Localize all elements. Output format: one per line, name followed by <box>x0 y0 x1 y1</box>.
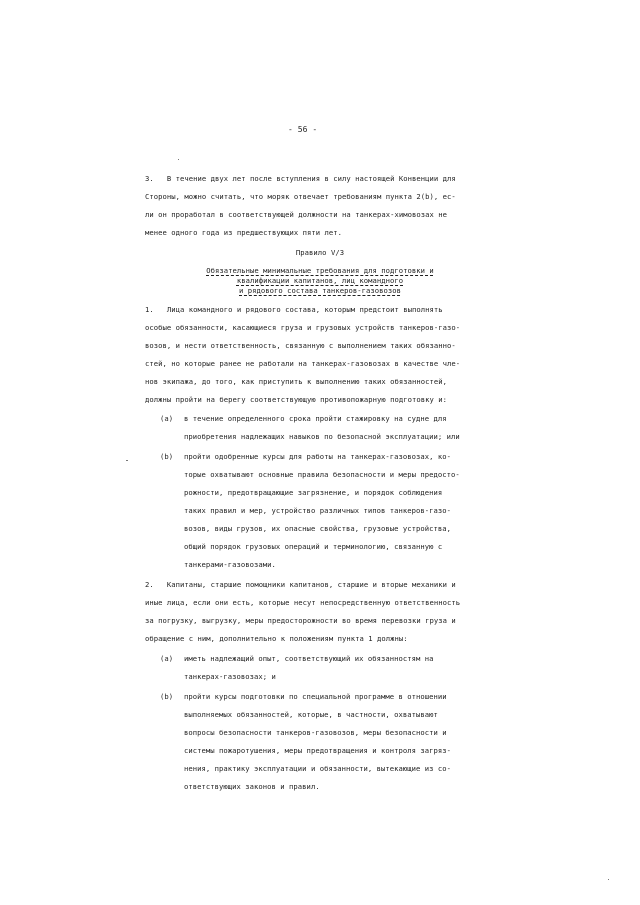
item-line: торые охватывают основные правила безопасности и меры предосто- <box>184 470 460 479</box>
item-marker: (b) <box>160 692 174 701</box>
heading-line: квалификации капитанов, лиц командного <box>236 276 404 285</box>
item-line: возов, виды грузов, их опасные свойства, грузовые устройства, <box>184 524 452 533</box>
paragraph-line: должны пройти на берегу соответствующую противопожарную подготовку и: <box>145 395 448 404</box>
paragraph-line: 2. Капитаны, старшие помощники капитанов, старшие и вторые механики и <box>145 580 456 589</box>
paragraph-line: за погрузку, выгрузку, меры предосторожности во время перевозки груза и <box>145 616 456 625</box>
paragraph-line: менее одного года из предшествующих пяти лет. <box>145 228 342 237</box>
item-marker: (a) <box>160 414 174 423</box>
scan-speck <box>608 879 609 880</box>
scan-speck <box>178 159 179 160</box>
scan-speck <box>126 460 128 461</box>
item-line: нения, практику эксплуатации и обязанности, вытекающие из со- <box>184 764 452 773</box>
item-line: танкерами-газовозами. <box>184 560 276 569</box>
paragraph-line: 3. В течение двух лет после вступления в силу настоящей Конвенции для <box>145 174 456 183</box>
paragraph-line: обращение с ним, дополнительно к положениям пункта 1 должны: <box>145 634 408 643</box>
paragraph-line: стей, но которые ранее не работали на танкерах-газовозах в качестве чле- <box>145 359 461 368</box>
paragraph-line: возов, и нести ответственность, связанную с выполнением таких обязанно- <box>145 341 456 350</box>
item-line: пройти курсы подготовки по специальной программе в отношении <box>184 692 447 701</box>
paragraph-line: особые обязанности, касающиеся груза и грузовых устройств танкеров-газо- <box>145 323 461 332</box>
paragraph-line: нов экипажа, до того, как приступить к выполнению таких обязанностей, <box>145 377 448 386</box>
rule-title: Правило V/3 <box>295 248 345 257</box>
paragraph-line: Стороны, можно считать, что моряк отвечает требованиям пункта 2(b), ес- <box>145 192 456 201</box>
item-line: выполняемых обязанностей, которые, в частности, охватывают <box>184 710 438 719</box>
item-line: таких правил и мер, устройство различных типов танкеров-газо- <box>184 506 452 515</box>
item-line: общий порядок грузовых операций и терминологию, связанную с <box>184 542 443 551</box>
paragraph-line: иные лица, если они есть, которые несут непосредственную ответственность <box>145 598 461 607</box>
heading-line: Обязательные минимальные требования для подготовки и <box>206 266 434 275</box>
item-line: системы пожаротушения, меры предотвращения и контроля загряз- <box>184 746 452 755</box>
paragraph-line: 1. Лица командного и рядового состава, которым предстоит выполнять <box>145 305 443 314</box>
page-number: - 56 - <box>288 125 318 134</box>
item-line: иметь надлежащий опыт, соответствующий их обязанностям на <box>184 654 434 663</box>
item-line: танкерах-газовозах; и <box>184 672 276 681</box>
item-marker: (a) <box>160 654 174 663</box>
item-line: в течение определенного срока пройти стажировку на судне для <box>184 414 447 423</box>
paragraph-line: ли он проработал в соответствующей должности на танкерах-химовозах не <box>145 210 448 219</box>
item-line: пройти одобренные курсы для работы на танкерах-газовозах, ко- <box>184 452 452 461</box>
item-line: вопросы безопасности танкеров-газовозов, меры безопасности и <box>184 728 447 737</box>
item-marker: (b) <box>160 452 174 461</box>
heading-line: и рядового состава танкеров-газовозов <box>239 286 401 295</box>
item-line: рожности, предотвращающие загрязнение, и порядок соблюдения <box>184 488 443 497</box>
item-line: приобретения надлежащих навыков по безопасной эксплуатации; или <box>184 432 460 441</box>
item-line: ответствующих законов и правил. <box>184 782 320 791</box>
